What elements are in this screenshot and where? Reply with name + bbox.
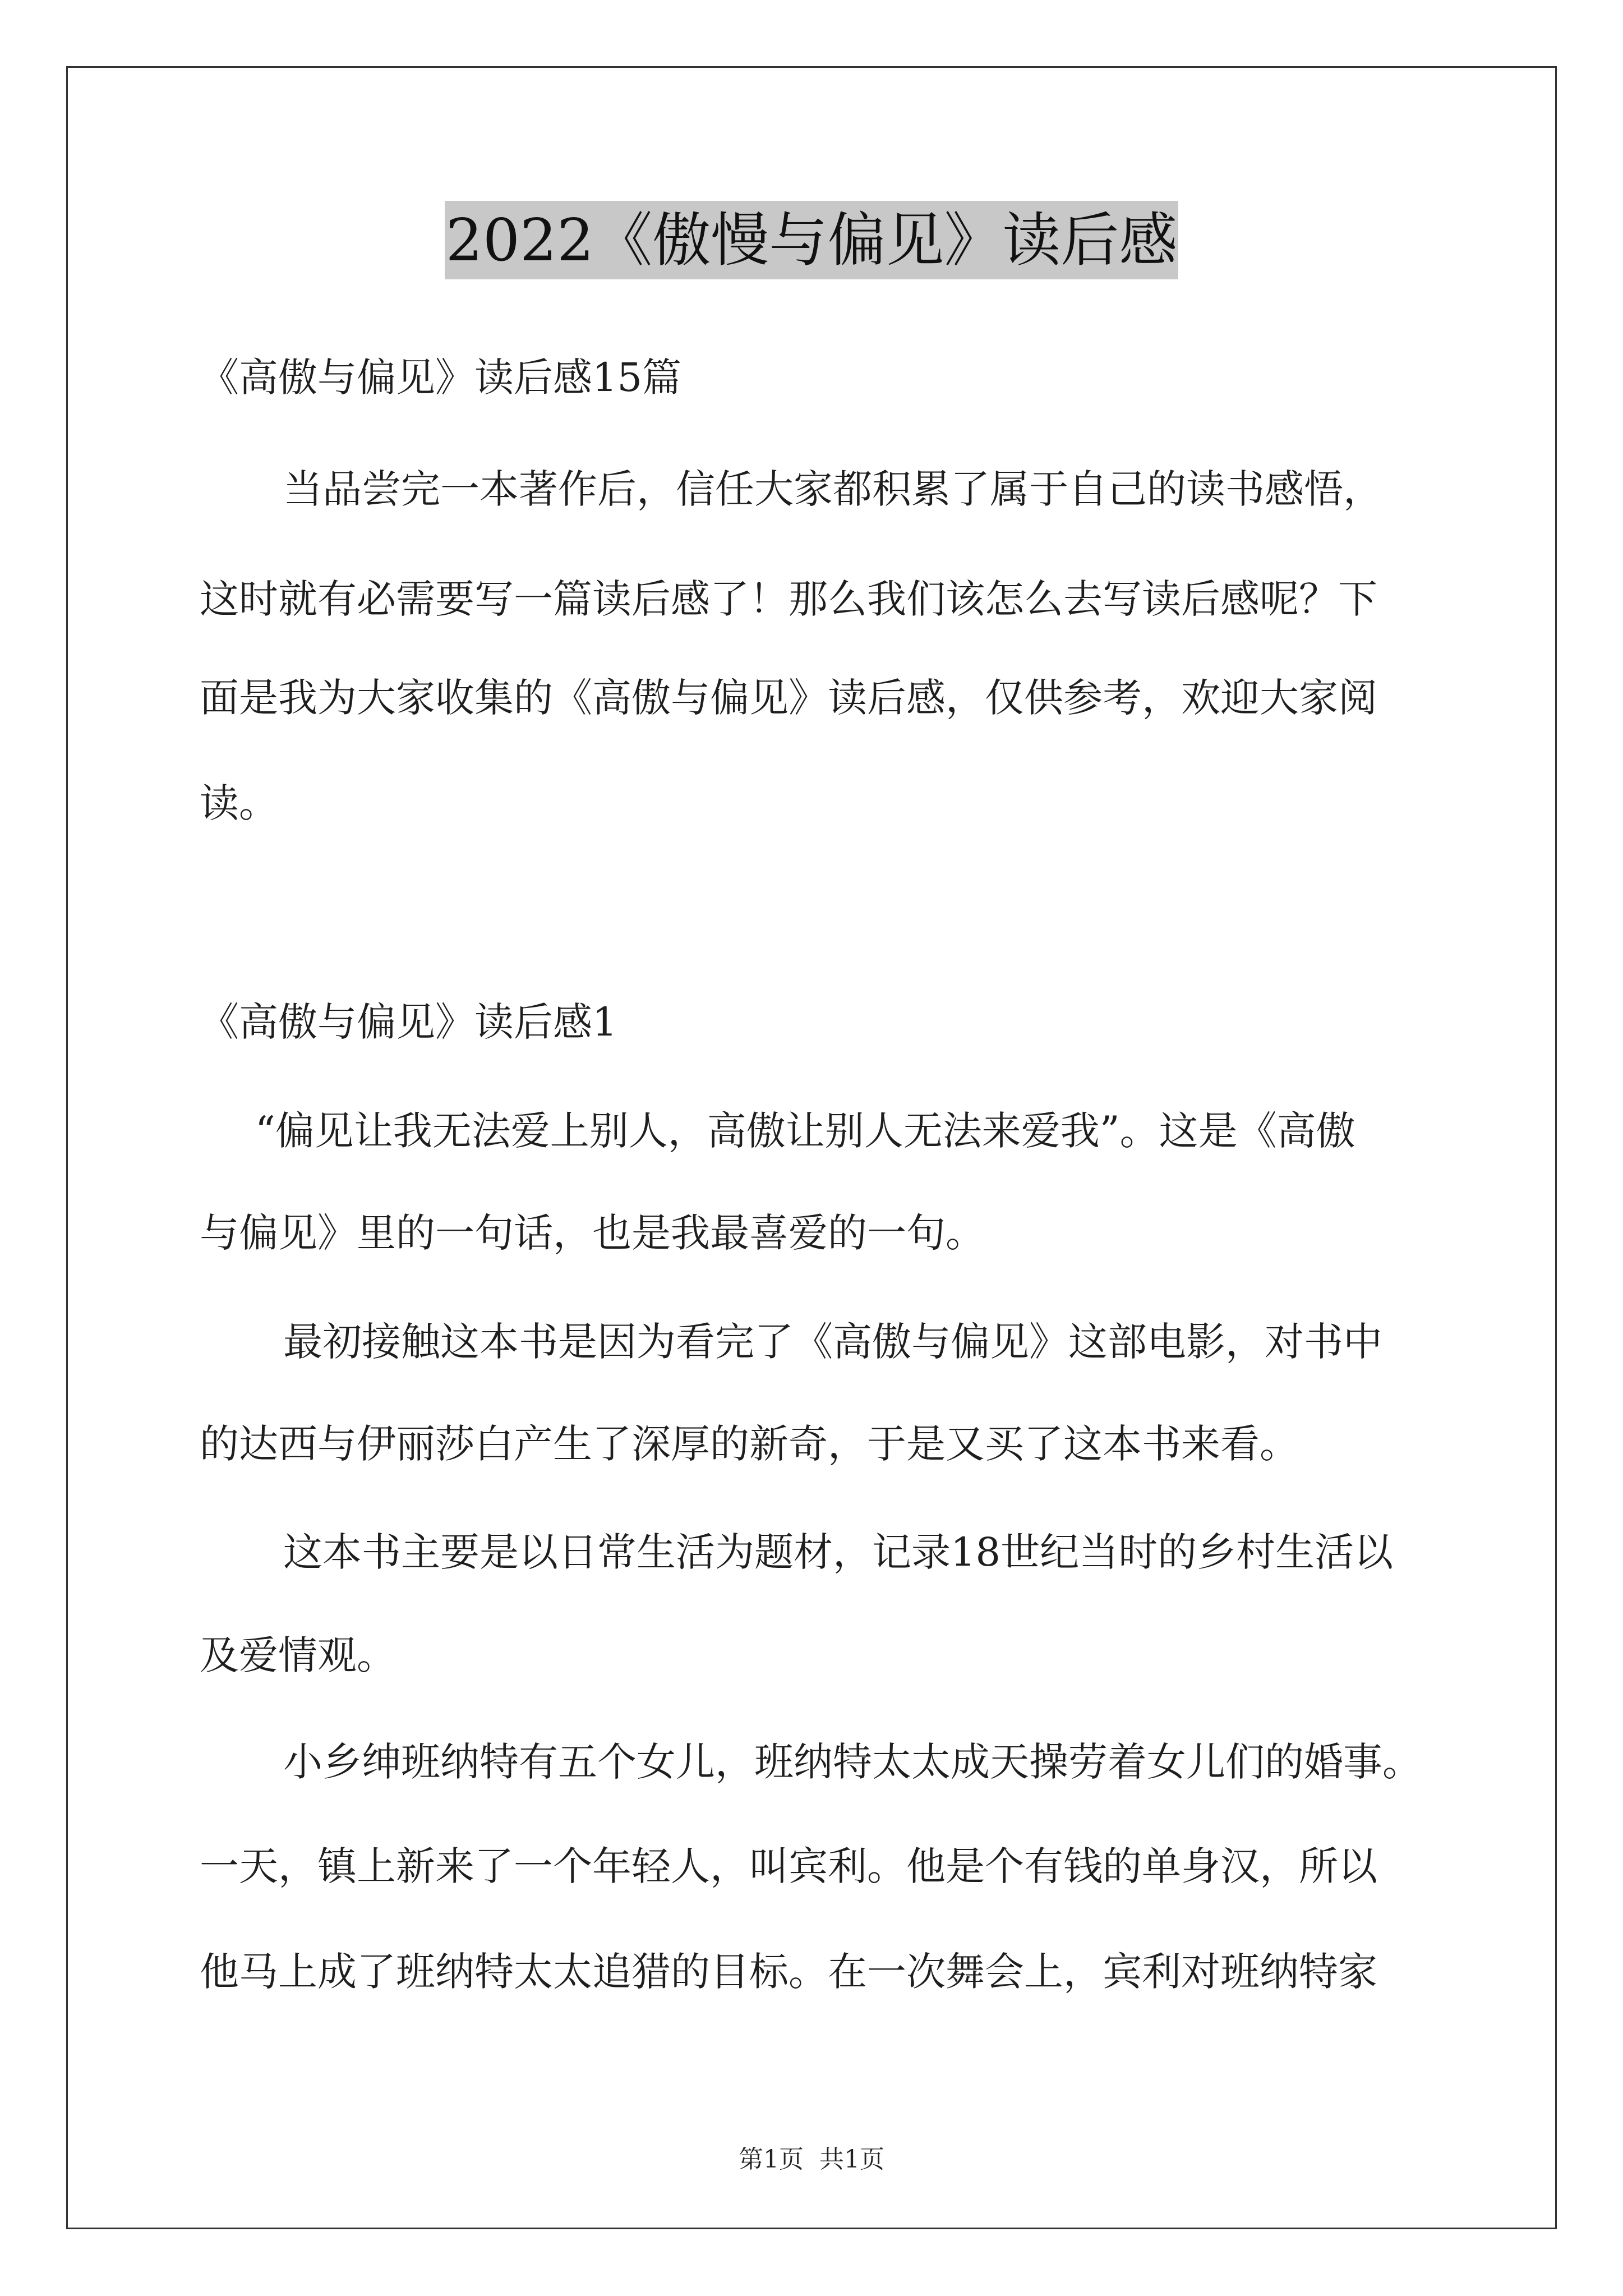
body-line: 这本书主要是以日常生活为题材，记录18世纪当时的乡村生活以 xyxy=(283,1529,1394,1575)
intro-line: 当品尝完一本著作后，信任大家都积累了属于自己的读书感悟， xyxy=(283,466,1382,512)
intro-line: 面是我为大家收集的《高傲与偏见》读后感，仅供参考，欢迎大家阅 xyxy=(200,675,1377,721)
page-footer xyxy=(0,2143,1623,2177)
body-line: “偏见让我无法爱上别人，高傲让别人无法来爱我”。这是《高傲 xyxy=(255,1108,1355,1154)
body-line: 小乡绅班纳特有五个女儿，班纳特太太成天操劳着女儿们的婚事。 xyxy=(283,1739,1422,1785)
section-heading: 《高傲与偏见》读后感1 xyxy=(200,999,617,1045)
title-container xyxy=(0,201,1623,279)
page-total: 共1页 xyxy=(819,2145,884,2174)
intro-line: 读。 xyxy=(200,780,278,826)
body-line: 一天，镇上新来了一个年轻人，叫宾利。他是个有钱的单身汉，所以 xyxy=(200,1843,1377,1889)
body-line: 他马上成了班纳特太太追猎的目标。在一次舞会上，宾利对班纳特家 xyxy=(200,1949,1377,1995)
intro-line: 这时就有必需要写一篇读后感了！那么我们该怎么去写读后感呢？下 xyxy=(200,576,1377,622)
body-line: 的达西与伊丽莎白产生了深厚的新奇，于是又买了这本书来看。 xyxy=(200,1421,1299,1467)
document-subtitle: 《高傲与偏见》读后感15篇 xyxy=(200,355,682,401)
body-line: 最初接触这本书是因为看完了《高傲与偏见》这部电影，对书中 xyxy=(283,1319,1382,1365)
body-line: 与偏见》里的一句话，也是我最喜爱的一句。 xyxy=(200,1210,985,1256)
body-line: 及爱情观。 xyxy=(200,1632,396,1678)
document-title: 2022《傲慢与偏见》读后感 xyxy=(445,201,1179,279)
page-number: 第1页 xyxy=(739,2145,804,2174)
